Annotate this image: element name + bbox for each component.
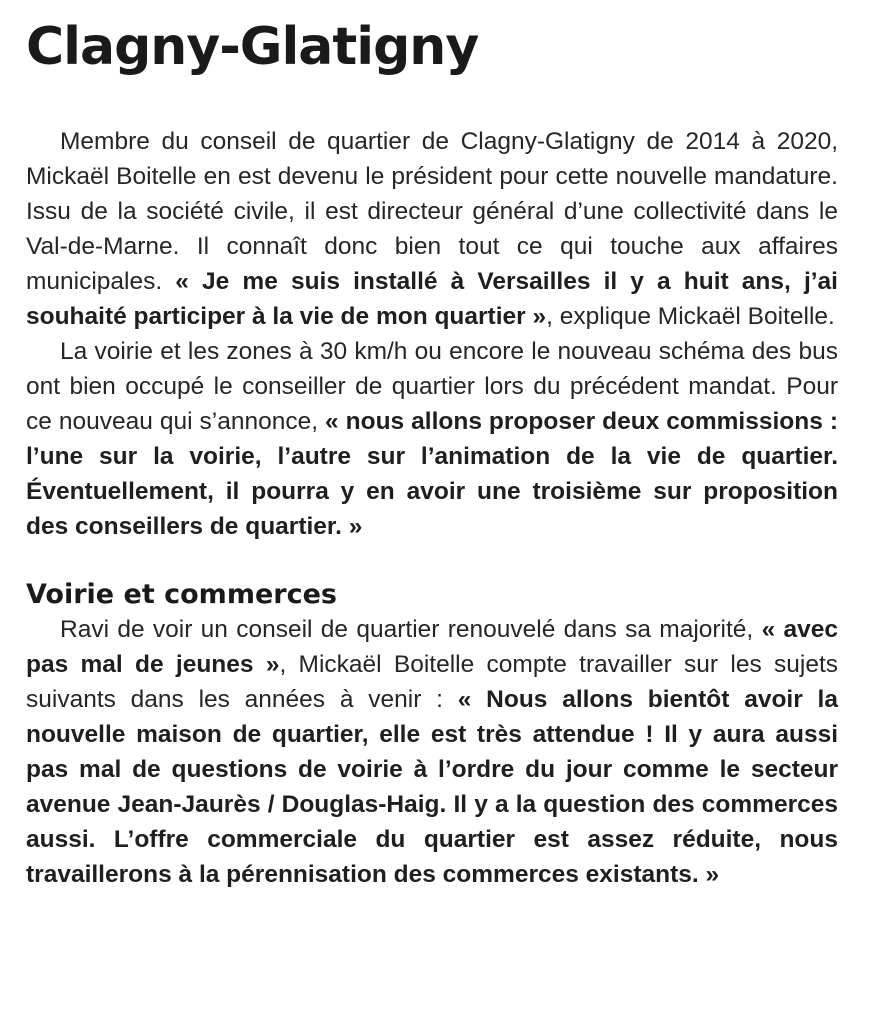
paragraph-1-text-end: , explique Mickaël Boitelle. bbox=[546, 303, 835, 330]
article bbox=[26, 0, 838, 892]
paragraph-2-quote: « nous allons proposer deux commissions : l’une sur la voirie, l’autre sur l’animation de la vie de quartier. Éventuellement, il pourra y en avoir une troisième sur proposition des conseillers de quartier. » bbox=[26, 408, 838, 540]
paragraph-2-text: La voirie et les zones à 30 km/h ou encore le nouveau schéma des bus ont bien occupé le conseiller de quartier lors du précédent mandat. Pour ce nouveau qui s’annonce, bbox=[26, 338, 838, 435]
paragraph-1 bbox=[26, 124, 838, 334]
paragraph-1-quote: « Je me suis installé à Versailles il y a huit ans, j’ai souhaité participer à la vie de mon quartier » bbox=[26, 268, 838, 330]
paragraph-3-text-middle: , Mickaël Boitelle compte travailler sur les sujets suivants dans les années à venir : bbox=[26, 651, 838, 713]
section-heading: Voirie et commerces bbox=[26, 579, 337, 610]
paragraph-3-text: Ravi de voir un conseil de quartier renouvelé dans sa majorité, bbox=[60, 616, 762, 643]
paragraph-3-quote-2: « Nous allons bientôt avoir la nouvelle maison de quartier, elle est très attendue ! Il y aura aussi pas mal de questions de voirie à l’ordre du jour comme le secteur avenue Jean-Jaurès / Douglas-Haig. Il y a la question des commerces aussi. L’offre commerciale du quartier est assez réduite, nous travaillerons à la pérennisation des commerces existants. » bbox=[26, 686, 838, 888]
paragraph-3 bbox=[26, 612, 838, 892]
article-title: Clagny-Glatigny bbox=[26, 17, 479, 77]
paragraph-1-text: Membre du conseil de quartier de Clagny-Glatigny de 2014 à 2020, Mickaël Boitelle en est devenu le président pour cette nouvelle mandature. Issu de la société civile, il est directeur général d’une collectivité dans le Val-de-Marne. Il connaît donc bien tout ce qui touche aux affaires municipales. bbox=[26, 128, 838, 295]
paragraph-3-quote-1: « avec pas mal de jeunes » bbox=[26, 616, 839, 678]
paragraph-2 bbox=[26, 334, 838, 544]
